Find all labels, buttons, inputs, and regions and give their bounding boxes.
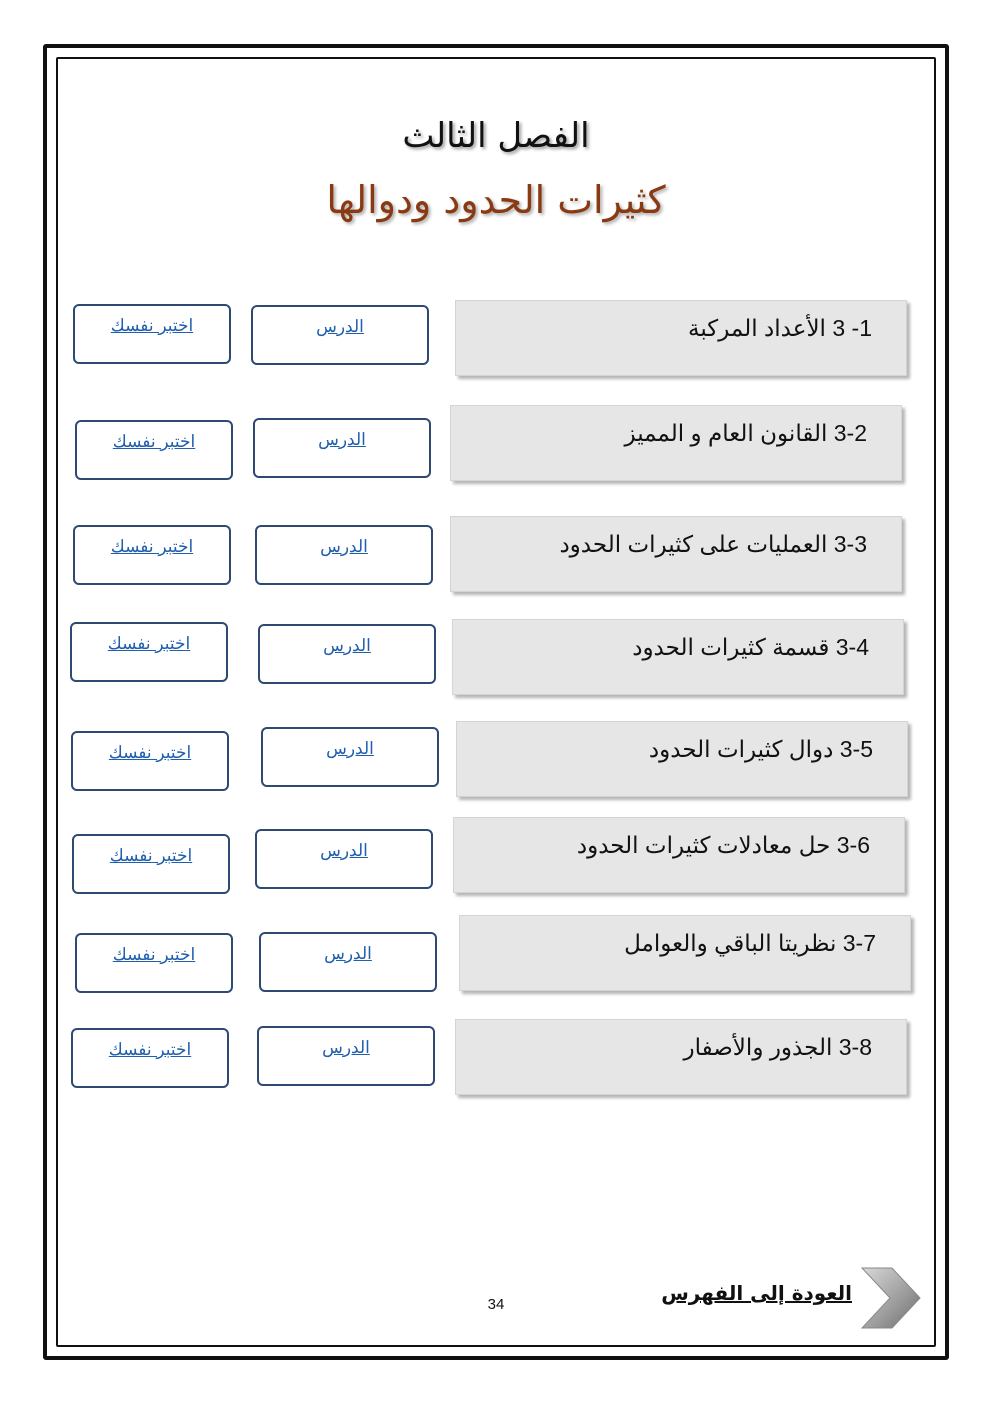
self-test-button[interactable] (73, 304, 231, 364)
self-test-link[interactable]: اختبر نفسك (107, 634, 191, 653)
self-test-link[interactable]: اختبر نفسك (110, 316, 194, 335)
lesson-link[interactable]: الدرس (324, 944, 372, 963)
lesson-link[interactable]: الدرس (320, 537, 368, 556)
self-test-button[interactable] (72, 834, 230, 894)
lesson-button[interactable] (253, 418, 431, 478)
self-test-link[interactable]: اختبر نفسك (108, 1040, 192, 1059)
self-test-button[interactable] (73, 525, 231, 585)
self-test-link[interactable]: اختبر نفسك (112, 945, 196, 964)
lesson-title: 3-6 حل معادلات كثيرات الحدود (576, 832, 870, 858)
lesson-link[interactable]: الدرس (322, 1038, 370, 1057)
self-test-link[interactable]: اختبر نفسك (109, 846, 193, 865)
lesson-link[interactable]: الدرس (323, 636, 371, 655)
self-test-link[interactable]: اختبر نفسك (108, 743, 192, 762)
back-to-index-link[interactable]: العودة إلى الفهرس (661, 1281, 852, 1305)
lesson-title: 1- 3 الأعداد المركبة (688, 315, 872, 341)
lesson-row-8 (455, 1019, 907, 1095)
lesson-title: 3-5 دوال كثيرات الحدود (648, 736, 873, 762)
self-test-link[interactable]: اختبر نفسك (110, 537, 194, 556)
lesson-row-5 (456, 721, 908, 797)
lesson-button[interactable] (261, 727, 439, 787)
lesson-title: 3-4 قسمة كثيرات الحدود (632, 634, 869, 660)
self-test-link[interactable]: اختبر نفسك (112, 432, 196, 451)
lesson-title: 3-8 الجذور والأصفار (683, 1034, 872, 1060)
lesson-link[interactable]: الدرس (318, 430, 366, 449)
page-border-inner (56, 57, 936, 1347)
lesson-button[interactable] (258, 624, 436, 684)
lesson-title: 3-2 القانون العام و المميز (624, 420, 867, 446)
lesson-link[interactable]: الدرس (320, 841, 368, 860)
lesson-row-3 (450, 516, 902, 592)
lesson-link[interactable]: الدرس (326, 739, 374, 758)
lesson-title: 3-3 العمليات على كثيرات الحدود (559, 531, 867, 557)
lesson-button[interactable] (259, 932, 437, 992)
page-number: 34 (487, 1296, 505, 1313)
lesson-button[interactable] (255, 829, 433, 889)
lesson-row-1 (455, 300, 907, 376)
chapter-subtitle: كثيرات الحدود ودوالها (326, 178, 666, 222)
self-test-button[interactable] (75, 420, 233, 480)
lesson-button[interactable] (255, 525, 433, 585)
self-test-button[interactable] (70, 622, 228, 682)
self-test-button[interactable] (71, 1028, 229, 1088)
lesson-row-7 (459, 915, 911, 991)
lesson-row-4 (452, 619, 904, 695)
chapter-title: الفصل الثالث (402, 116, 590, 156)
self-test-button[interactable] (71, 731, 229, 791)
lesson-button[interactable] (251, 305, 429, 365)
lesson-row-2 (450, 405, 902, 481)
lesson-link[interactable]: الدرس (316, 317, 364, 336)
self-test-button[interactable] (75, 933, 233, 993)
lesson-title: 3-7 نظريتا الباقي والعوامل (624, 930, 876, 956)
lesson-row-6 (453, 817, 905, 893)
lesson-button[interactable] (257, 1026, 435, 1086)
